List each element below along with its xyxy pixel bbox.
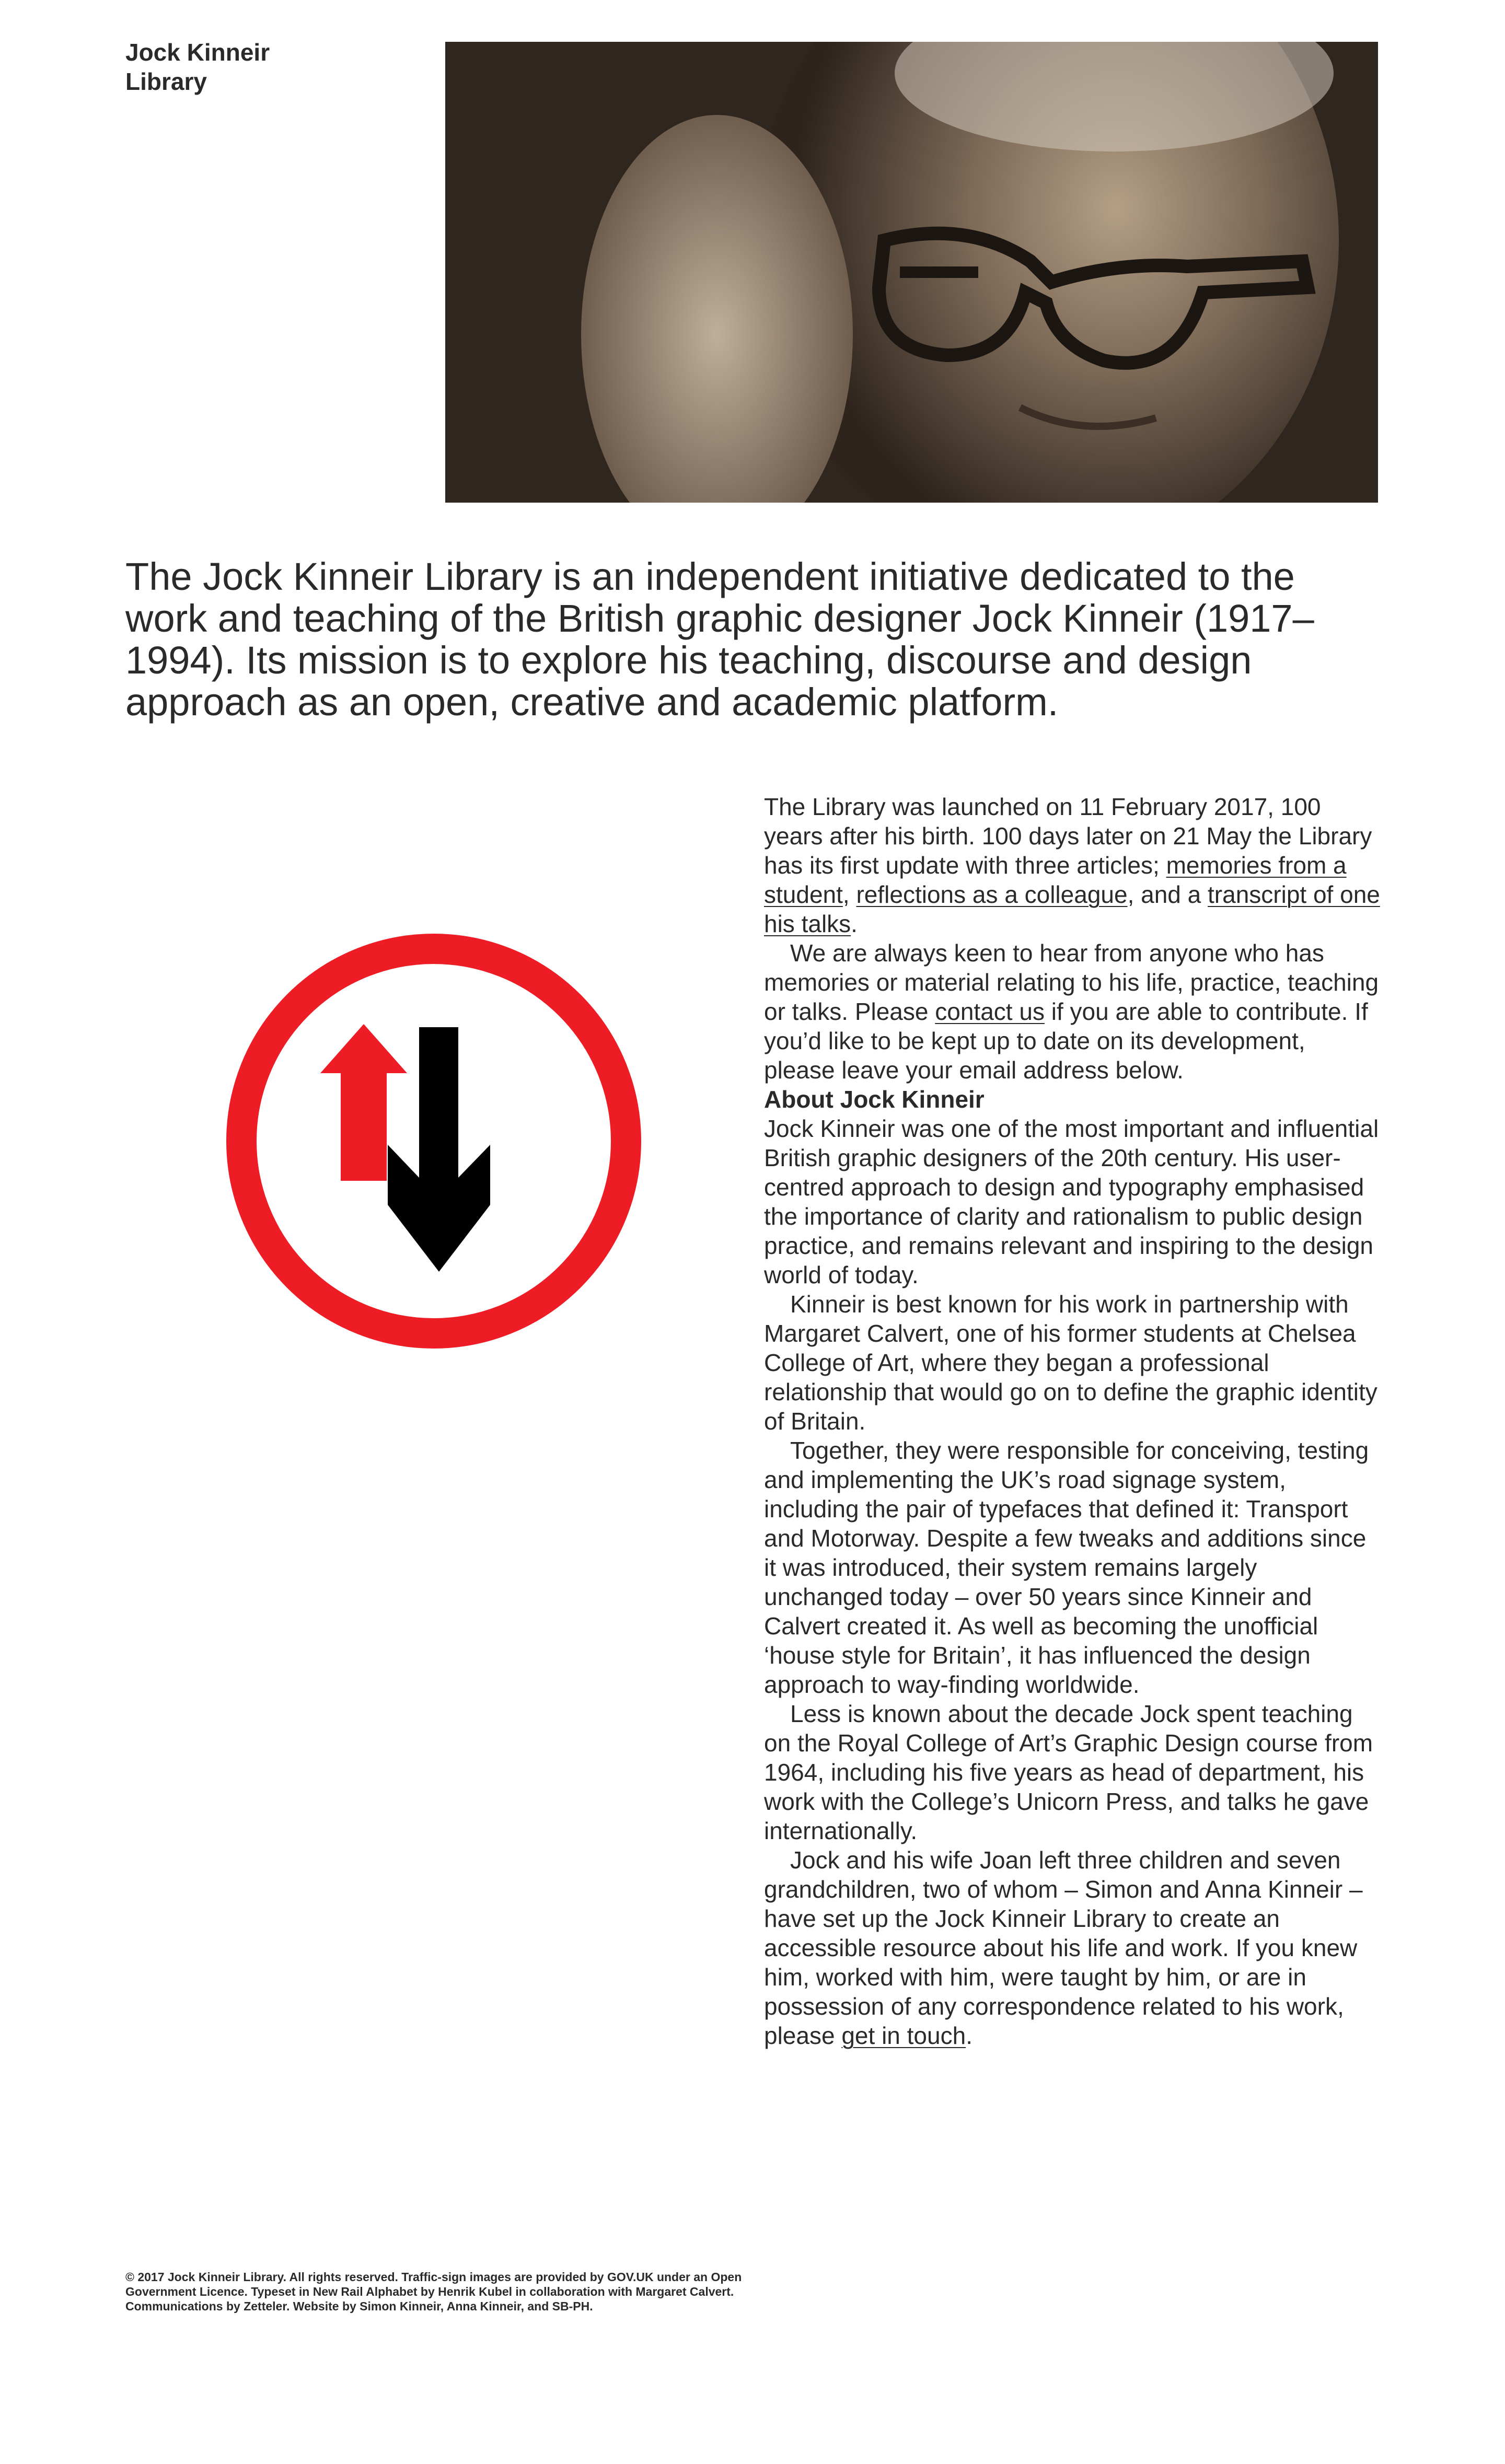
give-way-to-oncoming-traffic-sign-icon xyxy=(226,933,642,1349)
content-column xyxy=(764,792,1381,2050)
about-paragraph-4: Less is known about the decade Jock spent teaching on the Royal College of Art’s Graphic Design course from 1964, including his five years as head of department, his work with the College’s Unicorn Press, and talks he gave internationally. xyxy=(764,1700,1373,1844)
about-paragraph-5-text: Jock and his wife Joan left three children and seven grandchildren, two of whom – Simon and Anna Kinneir – have set up the Jock Kinneir Library to create an accessible resource about his life and work. If you knew him, worked with him, were taught by him, or are in possession of any correspondence related to his work, please xyxy=(764,1846,1363,2049)
about-paragraph-1: Jock Kinneir was one of the most important and influential British graphic designers of the 20th century. His user-centred approach to design and typography emphasised the importance of clarity and rationalism to public design practice, and remains relevant and inspiring to the design world of today. xyxy=(764,1115,1379,1288)
site-title-line-2: Library xyxy=(125,68,207,95)
contribute-text: We are always keen to hear from anyone who has memories or material relating to his life, practice, teaching or talks. Please xyxy=(764,939,1379,1025)
about-paragraph-5 xyxy=(764,1845,1381,2050)
road-sign-image xyxy=(226,933,642,1349)
contact-us-link[interactable]: contact us xyxy=(935,998,1045,1025)
launch-text-end: . xyxy=(851,910,858,937)
portrait-photo-icon xyxy=(445,42,1378,503)
launch-paragraph xyxy=(764,792,1381,938)
get-in-touch-link[interactable]: get in touch xyxy=(841,2022,966,2049)
about-paragraph-5-end: . xyxy=(966,2022,973,2049)
talk-transcript-link[interactable]: transcript of one his talks xyxy=(764,881,1380,937)
about-heading: About Jock Kinneir xyxy=(764,1086,985,1113)
site-title-line-1: Jock Kinneir xyxy=(125,39,270,66)
site-title[interactable] xyxy=(125,38,314,96)
footer-credits: © 2017 Jock Kinneir Library. All rights reserved. Traffic-sign images are provided by GOV.UK under an Open Government Licence. Typeset in New Rail Alphabet by Henrik Kubel in collaboration with Margaret Calvert. Communications by Zetteler. Website by Simon Kinneir, Anna Kinneir, and SB-PH. xyxy=(125,2270,742,2313)
memories-from-student-link[interactable]: memories from a student xyxy=(764,852,1347,908)
reflections-as-colleague-link[interactable]: reflections as a colleague xyxy=(856,881,1128,908)
launch-separator: , xyxy=(842,881,856,908)
about-paragraph-3: Together, they were responsible for conceiving, testing and implementing the UK’s road signage system, including the pair of typefaces that defined it: Transport and Motorway. Despite a few tweaks and additions since it was introduced, their system remains largely unchanged today – over 50 years since Kinneir and Calvert created it. As well as becoming the unofficial ‘house style for Britain’, it has influenced the design approach to way-finding worldwide. xyxy=(764,1437,1369,1698)
launch-text: The Library was launched on 11 February 2017, 100 years after his birth. 100 days later on 21 May the Library has its first update with three articles; xyxy=(764,793,1372,879)
launch-separator: , and a xyxy=(1127,881,1208,908)
contribute-text-end: if you are able to contribute. If you’d like to be kept up to date on its development, please leave your email address below. xyxy=(764,998,1368,1084)
portrait-photo xyxy=(445,42,1378,503)
intro-paragraph: The Jock Kinneir Library is an independent initiative dedicated to the work and teaching of the British graphic designer Jock Kinneir (1917–1994). Its mission is to explore his teaching, discourse and design approach as an open, creative and academic platform. xyxy=(125,555,1314,724)
about-paragraph-2: Kinneir is best known for his work in partnership with Margaret Calvert, one of his former students at Chelsea College of Art, where they began a professional relationship that would go on to define the graphic identity of Britain. xyxy=(764,1291,1377,1435)
contribute-paragraph xyxy=(764,938,1381,1085)
